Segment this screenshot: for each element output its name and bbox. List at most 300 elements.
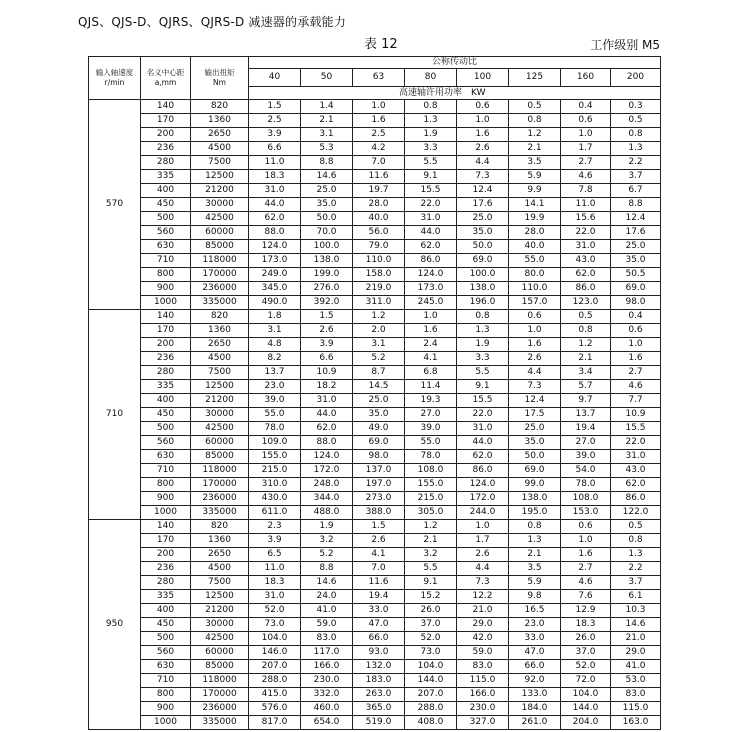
power-cell: 62.0 (561, 268, 611, 282)
power-cell: 0.8 (611, 128, 661, 142)
center-distance-cell: 630 (141, 240, 191, 254)
power-cell: 11.6 (353, 170, 405, 184)
power-cell: 16.5 (509, 604, 561, 618)
power-cell: 25.0 (301, 184, 353, 198)
power-cell: 215.0 (249, 464, 301, 478)
power-cell: 196.0 (457, 296, 509, 310)
power-cell: 263.0 (353, 688, 405, 702)
power-cell: 3.9 (301, 338, 353, 352)
power-cell: 4.4 (457, 562, 509, 576)
power-cell: 29.0 (611, 646, 661, 660)
power-cell: 3.5 (509, 562, 561, 576)
table-row (89, 380, 661, 394)
power-cell: 2.1 (405, 534, 457, 548)
power-cell: 15.6 (561, 212, 611, 226)
power-cell: 70.0 (301, 226, 353, 240)
power-cell: 31.0 (405, 212, 457, 226)
power-cell: 195.0 (509, 506, 561, 520)
power-cell: 0.6 (561, 520, 611, 534)
center-distance-cell: 450 (141, 408, 191, 422)
power-cell: 104.0 (405, 660, 457, 674)
torque-cell: 1360 (191, 324, 249, 338)
table-row (89, 562, 661, 576)
power-cell: 124.0 (301, 450, 353, 464)
power-cell: 1.6 (405, 324, 457, 338)
power-cell: 8.7 (353, 366, 405, 380)
power-cell: 215.0 (405, 492, 457, 506)
power-cell: 40.0 (353, 212, 405, 226)
power-cell: 55.0 (249, 408, 301, 422)
power-cell: 11.4 (405, 380, 457, 394)
power-cell: 157.0 (509, 296, 561, 310)
header-center-distance-label: 名义中心距 (146, 68, 185, 78)
power-cell: 0.8 (509, 114, 561, 128)
table-row (89, 156, 661, 170)
power-cell: 5.7 (561, 380, 611, 394)
power-cell: 207.0 (249, 660, 301, 674)
power-cell: 1.2 (561, 338, 611, 352)
power-cell: 146.0 (249, 646, 301, 660)
power-cell: 248.0 (301, 478, 353, 492)
power-cell: 1.5 (249, 100, 301, 114)
power-cell: 1.0 (561, 534, 611, 548)
power-cell: 72.0 (561, 674, 611, 688)
power-cell: 7.3 (509, 380, 561, 394)
power-cell: 47.0 (509, 646, 561, 660)
power-cell: 327.0 (457, 716, 509, 730)
power-cell: 1.3 (405, 114, 457, 128)
table-body (89, 100, 661, 730)
table-row (89, 198, 661, 212)
power-cell: 17.6 (611, 226, 661, 240)
power-cell: 244.0 (457, 506, 509, 520)
power-cell: 3.9 (249, 128, 301, 142)
torque-cell: 820 (191, 310, 249, 324)
power-cell: 11.0 (249, 156, 301, 170)
center-distance-cell: 900 (141, 282, 191, 296)
header-output-torque-unit: Nm (213, 78, 226, 87)
power-cell: 199.0 (301, 268, 353, 282)
power-cell: 1.3 (457, 324, 509, 338)
power-cell: 0.6 (457, 100, 509, 114)
power-cell: 1.2 (353, 310, 405, 324)
center-distance-cell: 710 (141, 674, 191, 688)
input-speed-cell: 570 (89, 100, 141, 310)
power-cell: 22.0 (611, 436, 661, 450)
power-cell: 1.9 (405, 128, 457, 142)
center-distance-cell: 170 (141, 534, 191, 548)
power-cell: 132.0 (353, 660, 405, 674)
table-row (89, 184, 661, 198)
center-distance-cell: 335 (141, 170, 191, 184)
power-cell: 5.5 (457, 366, 509, 380)
torque-cell: 30000 (191, 198, 249, 212)
power-cell: 2.1 (509, 548, 561, 562)
power-cell: 104.0 (249, 632, 301, 646)
power-cell: 19.7 (353, 184, 405, 198)
power-cell: 15.5 (405, 184, 457, 198)
power-cell: 59.0 (301, 618, 353, 632)
torque-cell: 60000 (191, 646, 249, 660)
power-cell: 163.0 (611, 716, 661, 730)
power-cell: 4.4 (509, 366, 561, 380)
power-cell: 2.0 (353, 324, 405, 338)
power-cell: 59.0 (457, 646, 509, 660)
power-cell: 12.4 (611, 212, 661, 226)
table-row (89, 492, 661, 506)
table-header (89, 57, 661, 100)
power-cell: 219.0 (353, 282, 405, 296)
torque-cell: 4500 (191, 562, 249, 576)
center-distance-cell: 1000 (141, 506, 191, 520)
table-row (89, 478, 661, 492)
power-cell: 1.6 (611, 352, 661, 366)
torque-cell: 21200 (191, 394, 249, 408)
power-cell: 25.0 (611, 240, 661, 254)
power-cell: 23.0 (509, 618, 561, 632)
power-cell: 3.1 (353, 338, 405, 352)
power-cell: 25.0 (353, 394, 405, 408)
table-row (89, 422, 661, 436)
power-cell: 62.0 (301, 422, 353, 436)
torque-cell: 118000 (191, 674, 249, 688)
power-cell: 42.0 (457, 632, 509, 646)
power-cell: 288.0 (405, 702, 457, 716)
power-cell: 7.0 (353, 156, 405, 170)
power-cell: 2.7 (611, 366, 661, 380)
power-cell: 155.0 (249, 450, 301, 464)
power-cell: 92.0 (509, 674, 561, 688)
power-cell: 78.0 (405, 450, 457, 464)
torque-cell: 60000 (191, 436, 249, 450)
power-cell: 83.0 (457, 660, 509, 674)
power-cell: 3.5 (509, 156, 561, 170)
power-cell: 0.5 (509, 100, 561, 114)
torque-cell: 1360 (191, 534, 249, 548)
center-distance-cell: 1000 (141, 716, 191, 730)
power-cell: 9.1 (457, 380, 509, 394)
power-cell: 86.0 (457, 464, 509, 478)
center-distance-cell: 280 (141, 366, 191, 380)
power-cell: 1.5 (301, 310, 353, 324)
power-cell: 12.4 (457, 184, 509, 198)
power-cell: 1.6 (561, 548, 611, 562)
power-cell: 0.6 (611, 324, 661, 338)
power-cell: 0.4 (561, 100, 611, 114)
power-cell: 183.0 (353, 674, 405, 688)
power-cell: 50.0 (509, 450, 561, 464)
power-cell: 6.1 (611, 590, 661, 604)
power-cell: 98.0 (353, 450, 405, 464)
center-distance-cell: 1000 (141, 296, 191, 310)
power-cell: 109.0 (249, 436, 301, 450)
header-input-speed-label: 输入轴速度 (95, 68, 134, 78)
table-row (89, 114, 661, 128)
power-cell: 817.0 (249, 716, 301, 730)
power-cell: 62.0 (611, 478, 661, 492)
power-cell: 21.0 (457, 604, 509, 618)
power-cell: 3.7 (611, 170, 661, 184)
power-cell: 2.6 (353, 534, 405, 548)
center-distance-cell: 710 (141, 464, 191, 478)
power-cell: 15.5 (457, 394, 509, 408)
power-cell: 35.0 (301, 198, 353, 212)
power-cell: 69.0 (353, 436, 405, 450)
power-cell: 345.0 (249, 282, 301, 296)
power-cell: 108.0 (405, 464, 457, 478)
power-cell: 5.9 (509, 576, 561, 590)
power-cell: 0.8 (405, 100, 457, 114)
table-row (89, 254, 661, 268)
table-row (89, 674, 661, 688)
power-cell: 69.0 (457, 254, 509, 268)
power-cell: 5.5 (405, 156, 457, 170)
power-cell: 78.0 (561, 478, 611, 492)
header-ratio: 100 (457, 69, 509, 87)
document-title: QJS、QJS-D、QJRS、QJRS-D 减速器的承载能力 (78, 15, 347, 29)
power-cell: 2.3 (249, 520, 301, 534)
power-cell: 62.0 (405, 240, 457, 254)
torque-cell: 170000 (191, 268, 249, 282)
power-cell: 8.2 (249, 352, 301, 366)
power-cell: 2.7 (561, 156, 611, 170)
power-cell: 62.0 (249, 212, 301, 226)
power-cell: 21.0 (611, 632, 661, 646)
power-cell: 155.0 (405, 478, 457, 492)
power-cell: 26.0 (405, 604, 457, 618)
torque-cell: 170000 (191, 688, 249, 702)
power-cell: 0.3 (611, 100, 661, 114)
power-cell: 1.2 (509, 128, 561, 142)
power-cell: 52.0 (561, 660, 611, 674)
power-cell: 99.0 (509, 478, 561, 492)
table-row (89, 590, 661, 604)
center-distance-cell: 630 (141, 660, 191, 674)
work-level-label: 工作级别 M5 (590, 38, 660, 52)
torque-cell: 335000 (191, 506, 249, 520)
power-cell: 2.5 (249, 114, 301, 128)
power-cell: 69.0 (611, 282, 661, 296)
power-cell: 0.6 (561, 114, 611, 128)
table-row (89, 576, 661, 590)
center-distance-cell: 560 (141, 226, 191, 240)
power-cell: 144.0 (405, 674, 457, 688)
power-cell: 55.0 (509, 254, 561, 268)
power-cell: 115.0 (457, 674, 509, 688)
power-cell: 1.6 (509, 338, 561, 352)
power-cell: 27.0 (405, 408, 457, 422)
power-cell: 8.8 (611, 198, 661, 212)
power-cell: 288.0 (249, 674, 301, 688)
power-cell: 18.3 (249, 170, 301, 184)
power-cell: 137.0 (353, 464, 405, 478)
power-cell: 158.0 (353, 268, 405, 282)
power-cell: 93.0 (353, 646, 405, 660)
power-cell: 78.0 (249, 422, 301, 436)
power-cell: 173.0 (405, 282, 457, 296)
center-distance-cell: 450 (141, 198, 191, 212)
torque-cell: 170000 (191, 478, 249, 492)
power-cell: 207.0 (405, 688, 457, 702)
power-cell: 138.0 (301, 254, 353, 268)
center-distance-cell: 900 (141, 702, 191, 716)
power-cell: 3.1 (301, 128, 353, 142)
header-ratio: 125 (509, 69, 561, 87)
power-cell: 1.0 (457, 520, 509, 534)
power-cell: 2.2 (611, 562, 661, 576)
center-distance-cell: 560 (141, 436, 191, 450)
table-row (89, 366, 661, 380)
power-cell: 388.0 (353, 506, 405, 520)
power-cell: 52.0 (249, 604, 301, 618)
power-cell: 3.7 (611, 576, 661, 590)
power-cell: 47.0 (353, 618, 405, 632)
input-speed-cell: 710 (89, 310, 141, 520)
power-cell: 124.0 (405, 268, 457, 282)
power-cell: 86.0 (611, 492, 661, 506)
center-distance-cell: 500 (141, 632, 191, 646)
power-cell: 62.0 (457, 450, 509, 464)
power-cell: 22.0 (405, 198, 457, 212)
power-cell: 35.0 (509, 436, 561, 450)
power-cell: 261.0 (509, 716, 561, 730)
center-distance-cell: 630 (141, 450, 191, 464)
power-cell: 25.0 (509, 422, 561, 436)
power-cell: 7.7 (611, 394, 661, 408)
power-cell: 40.0 (509, 240, 561, 254)
power-cell: 245.0 (405, 296, 457, 310)
power-cell: 100.0 (301, 240, 353, 254)
power-cell: 3.3 (405, 142, 457, 156)
power-cell: 22.0 (561, 226, 611, 240)
power-cell: 1.0 (457, 114, 509, 128)
table-number: 表 12 (364, 37, 398, 52)
power-cell: 44.0 (457, 436, 509, 450)
power-cell: 3.3 (457, 352, 509, 366)
power-cell: 7.8 (561, 184, 611, 198)
power-cell: 17.5 (509, 408, 561, 422)
power-cell: 611.0 (249, 506, 301, 520)
power-cell: 43.0 (611, 464, 661, 478)
power-cell: 2.1 (301, 114, 353, 128)
power-cell: 55.0 (405, 436, 457, 450)
torque-cell: 85000 (191, 240, 249, 254)
power-cell: 50.0 (457, 240, 509, 254)
power-cell: 108.0 (561, 492, 611, 506)
header-ratio: 160 (561, 69, 611, 87)
header-nominal-ratio: 公称传动比 (249, 57, 661, 69)
header-ratio: 63 (353, 69, 405, 87)
power-cell: 41.0 (611, 660, 661, 674)
power-cell: 56.0 (353, 226, 405, 240)
power-cell: 1.6 (457, 128, 509, 142)
power-cell: 35.0 (611, 254, 661, 268)
power-cell: 22.0 (457, 408, 509, 422)
power-cell: 172.0 (457, 492, 509, 506)
power-cell: 124.0 (249, 240, 301, 254)
power-cell: 33.0 (353, 604, 405, 618)
power-cell: 2.6 (509, 352, 561, 366)
power-cell: 4.2 (353, 142, 405, 156)
torque-cell: 4500 (191, 142, 249, 156)
center-distance-cell: 800 (141, 688, 191, 702)
center-distance-cell: 140 (141, 100, 191, 114)
power-cell: 1.4 (301, 100, 353, 114)
power-cell: 1.3 (509, 534, 561, 548)
power-cell: 86.0 (405, 254, 457, 268)
center-distance-cell: 236 (141, 562, 191, 576)
power-cell: 10.3 (611, 604, 661, 618)
table-row (89, 394, 661, 408)
header-ratio: 40 (249, 69, 301, 87)
center-distance-cell: 800 (141, 268, 191, 282)
power-cell: 4.6 (611, 380, 661, 394)
torque-cell: 12500 (191, 380, 249, 394)
torque-cell: 42500 (191, 422, 249, 436)
power-cell: 1.0 (561, 128, 611, 142)
torque-cell: 42500 (191, 632, 249, 646)
power-cell: 9.1 (405, 576, 457, 590)
center-distance-cell: 280 (141, 576, 191, 590)
table-row (89, 128, 661, 142)
power-cell: 11.0 (249, 562, 301, 576)
torque-cell: 4500 (191, 352, 249, 366)
torque-cell: 335000 (191, 716, 249, 730)
power-cell: 15.2 (405, 590, 457, 604)
power-cell: 86.0 (561, 282, 611, 296)
torque-cell: 30000 (191, 618, 249, 632)
power-cell: 31.0 (561, 240, 611, 254)
power-cell: 44.0 (405, 226, 457, 240)
torque-cell: 118000 (191, 254, 249, 268)
center-distance-cell: 900 (141, 492, 191, 506)
power-cell: 31.0 (249, 590, 301, 604)
power-cell: 9.8 (509, 590, 561, 604)
power-cell: 7.6 (561, 590, 611, 604)
power-cell: 29.0 (457, 618, 509, 632)
center-distance-cell: 140 (141, 520, 191, 534)
power-cell: 44.0 (301, 408, 353, 422)
torque-cell: 820 (191, 520, 249, 534)
power-cell: 66.0 (353, 632, 405, 646)
power-cell: 392.0 (301, 296, 353, 310)
power-cell: 115.0 (611, 702, 661, 716)
torque-cell: 85000 (191, 660, 249, 674)
table-row (89, 324, 661, 338)
power-cell: 83.0 (301, 632, 353, 646)
power-cell: 19.4 (353, 590, 405, 604)
power-cell: 654.0 (301, 716, 353, 730)
torque-cell: 42500 (191, 212, 249, 226)
power-cell: 7.3 (457, 576, 509, 590)
table-row (89, 660, 661, 674)
power-cell: 33.0 (509, 632, 561, 646)
power-cell: 88.0 (249, 226, 301, 240)
power-cell: 14.6 (611, 618, 661, 632)
power-cell: 138.0 (509, 492, 561, 506)
power-cell: 1.8 (249, 310, 301, 324)
table-row (89, 240, 661, 254)
power-cell: 276.0 (301, 282, 353, 296)
power-cell: 204.0 (561, 716, 611, 730)
power-cell: 14.1 (509, 198, 561, 212)
power-cell: 430.0 (249, 492, 301, 506)
power-cell: 31.0 (457, 422, 509, 436)
power-cell: 138.0 (457, 282, 509, 296)
power-cell: 28.0 (509, 226, 561, 240)
power-cell: 19.9 (509, 212, 561, 226)
center-distance-cell: 400 (141, 394, 191, 408)
